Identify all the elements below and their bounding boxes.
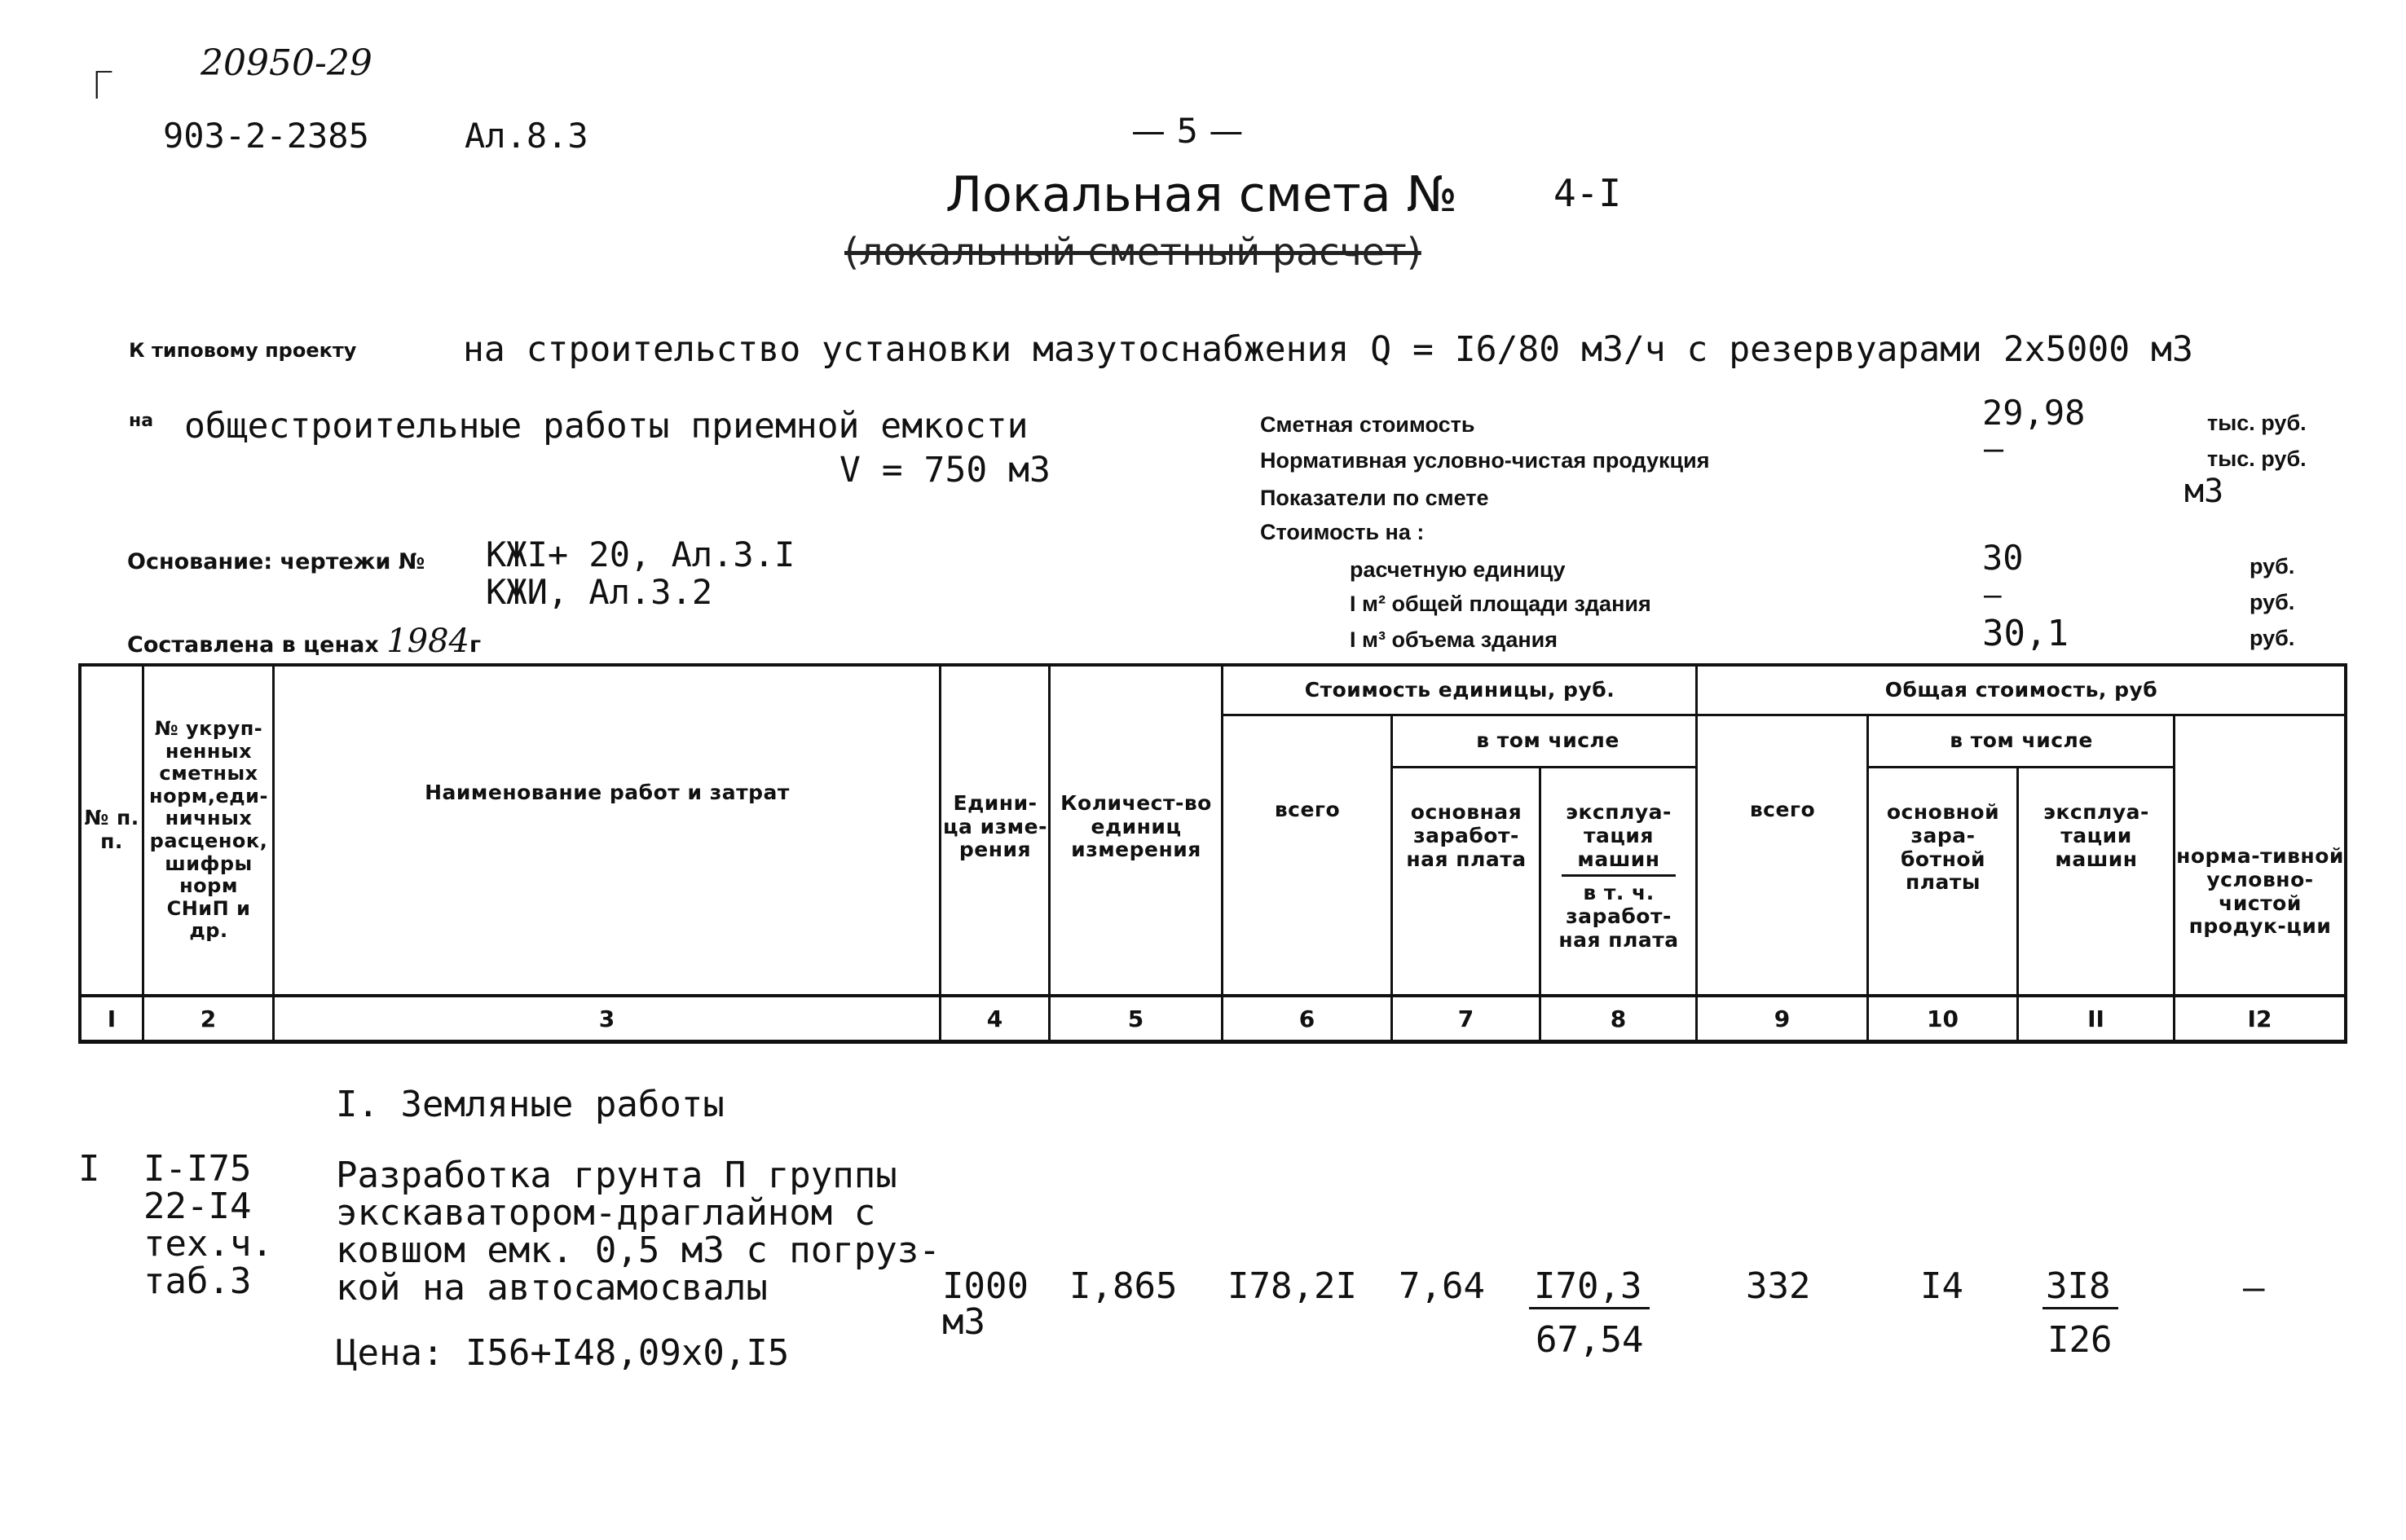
works-prefix: на — [129, 411, 154, 431]
col-number: I2 — [2247, 1005, 2272, 1032]
page-number: — 5 — — [1131, 111, 1244, 151]
row-code-3: тех.ч. — [143, 1223, 273, 1265]
header-total-cost: Общая стоимость, руб — [1884, 677, 2158, 702]
summary-unit-value: 30 — [1982, 538, 2024, 578]
section-title: I. Земляные работы — [336, 1084, 725, 1125]
summary-volume-unit: руб. — [2250, 626, 2295, 650]
header-mach-8-top: эксплуа-тация машин — [1562, 801, 1676, 877]
summary-indicators-label: Показатели по смете — [1260, 486, 1489, 510]
header-no: № п. п. — [84, 806, 139, 853]
header-unit-cost: Стоимость единицы, руб. — [1304, 677, 1615, 702]
album-number: Ал.8.3 — [465, 116, 588, 156]
col-number: 2 — [200, 1005, 217, 1032]
summary-norm-value: – — [1984, 430, 2004, 468]
row-code-4: таб.3 — [143, 1261, 252, 1302]
header-mach-8 — [1542, 768, 1695, 994]
header-wage-10: основной зара-ботной платы — [1886, 800, 2000, 895]
header-codes: № укруп-ненных сметных норм,еди-ничных расценок, шифры норм СНиП и др. — [149, 717, 268, 943]
summary-norm-label: Нормативная условно-чистая продукция — [1260, 448, 1710, 473]
header-total-6: всего — [1274, 797, 1341, 821]
row-name-2: экскаватором-драглайном с — [336, 1192, 876, 1234]
summary-area-unit: руб. — [2250, 590, 2295, 614]
row-code-2: 22-I4 — [143, 1186, 252, 1227]
col-number: 8 — [1610, 1005, 1627, 1032]
row-mach-8-wage: 67,54 — [1536, 1319, 1644, 1361]
project-prefix: К типовому проекту — [129, 339, 357, 362]
row-unit-2: м3 — [942, 1301, 985, 1343]
prices-year: 1984 — [386, 623, 469, 660]
corner-mark: Г — [91, 64, 112, 108]
works-line-2: V = 750 м3 — [839, 450, 1051, 491]
col-number: 6 — [1298, 1005, 1315, 1032]
works-line-1: общестроительные работы приемной емкости — [184, 406, 1029, 447]
header-total-9: всего — [1749, 797, 1816, 821]
row-wage-7: 7,64 — [1399, 1265, 1485, 1307]
summary-cost-value: 29,98 — [1982, 393, 2086, 433]
row-mach-11: 3I8 — [2042, 1268, 2118, 1309]
summary-unit-label: расчетную единицу — [1350, 557, 1566, 582]
row-mach-8: I70,3 — [1529, 1268, 1650, 1309]
header-norm-12: норма-тивной условно-чистой продук-ции — [2176, 844, 2344, 939]
col-number: 10 — [1927, 1005, 1959, 1032]
col-number: II — [2087, 1005, 2104, 1032]
summary-indicators-unit: м3 — [2184, 473, 2224, 510]
header-mach-11: эксплуа-тации машин — [2043, 800, 2149, 871]
col-number: I — [107, 1005, 117, 1032]
summary-area-label: I м² общей площади здания — [1350, 592, 1651, 616]
header-wage-7: основная заработ-ная плата — [1406, 800, 1527, 871]
summary-cost-label: Сметная стоимость — [1260, 412, 1475, 437]
header-incl-1: в том числе — [1476, 728, 1619, 753]
row-price-note: Цена: I56+I48,09х0,I5 — [336, 1332, 790, 1374]
row-total-6: I78,2I — [1227, 1265, 1357, 1307]
title-text: Локальная смета № — [945, 166, 1458, 223]
summary-norm-unit: тыс. руб. — [2207, 447, 2307, 471]
basis-drawing-2: КЖИ, Ал.3.2 — [486, 572, 713, 612]
estimate-number: 4-I — [1553, 171, 1622, 215]
row-qty: I,865 — [1069, 1265, 1178, 1307]
row-code-1: I-I75 — [143, 1148, 252, 1190]
header-mach-8-bottom: в т. ч. заработ-ная плата — [1558, 881, 1679, 952]
project-description: на строительство установки мазутоснабжения Q = I6/80 м3/ч с резервуарами 2х5000 м3 — [463, 329, 2193, 370]
col-number: 4 — [986, 1005, 1003, 1032]
header-name: Наименование работ и затрат — [425, 781, 790, 805]
summary-area-value: – — [1984, 579, 2002, 612]
header-incl-2: в том числе — [1950, 728, 2093, 753]
row-total-9: 332 — [1746, 1265, 1811, 1307]
row-mach-11-wage: I26 — [2047, 1319, 2113, 1361]
row-wage-10: I4 — [1920, 1265, 1963, 1307]
header-unit: Едини-ца изме-рения — [943, 790, 1047, 862]
col-number: 7 — [1457, 1005, 1474, 1032]
summary-cost-unit: тыс. руб. — [2207, 411, 2307, 435]
doc-code: 903-2-2385 — [163, 116, 369, 156]
row-name-1: Разработка грунта П группы — [336, 1155, 897, 1196]
header-qty: Количест-во единиц измерения — [1060, 790, 1212, 862]
summary-volume-label: I м³ объема здания — [1350, 627, 1558, 652]
handwritten-code: 20950-29 — [200, 42, 372, 84]
row-name-3: ковшом емк. 0,5 м3 с погруз- — [336, 1230, 941, 1271]
basis-drawing-1: КЖI+ 20, Ал.3.I — [486, 535, 795, 574]
row-unit-1: I000 — [942, 1265, 1029, 1307]
row-norm-12: – — [2243, 1267, 2265, 1309]
struck-subtitle: (локальный сметный расчет) — [844, 230, 1421, 274]
col-number: 9 — [1774, 1005, 1791, 1032]
row-number: I — [78, 1148, 100, 1190]
summary-unit-unit: руб. — [2250, 554, 2295, 579]
prices-label: Составлена в ценах 1984г — [127, 623, 482, 660]
col-number: 5 — [1127, 1005, 1144, 1032]
col-number: 3 — [598, 1005, 615, 1032]
summary-volume-value: 30,1 — [1982, 613, 2069, 654]
basis-label: Основание: чертежи № — [127, 549, 425, 574]
page-title — [945, 166, 1457, 223]
row-name-4: кой на автосамосвалы — [336, 1267, 768, 1309]
summary-cost-per-label: Стоимость на : — [1260, 520, 1425, 544]
